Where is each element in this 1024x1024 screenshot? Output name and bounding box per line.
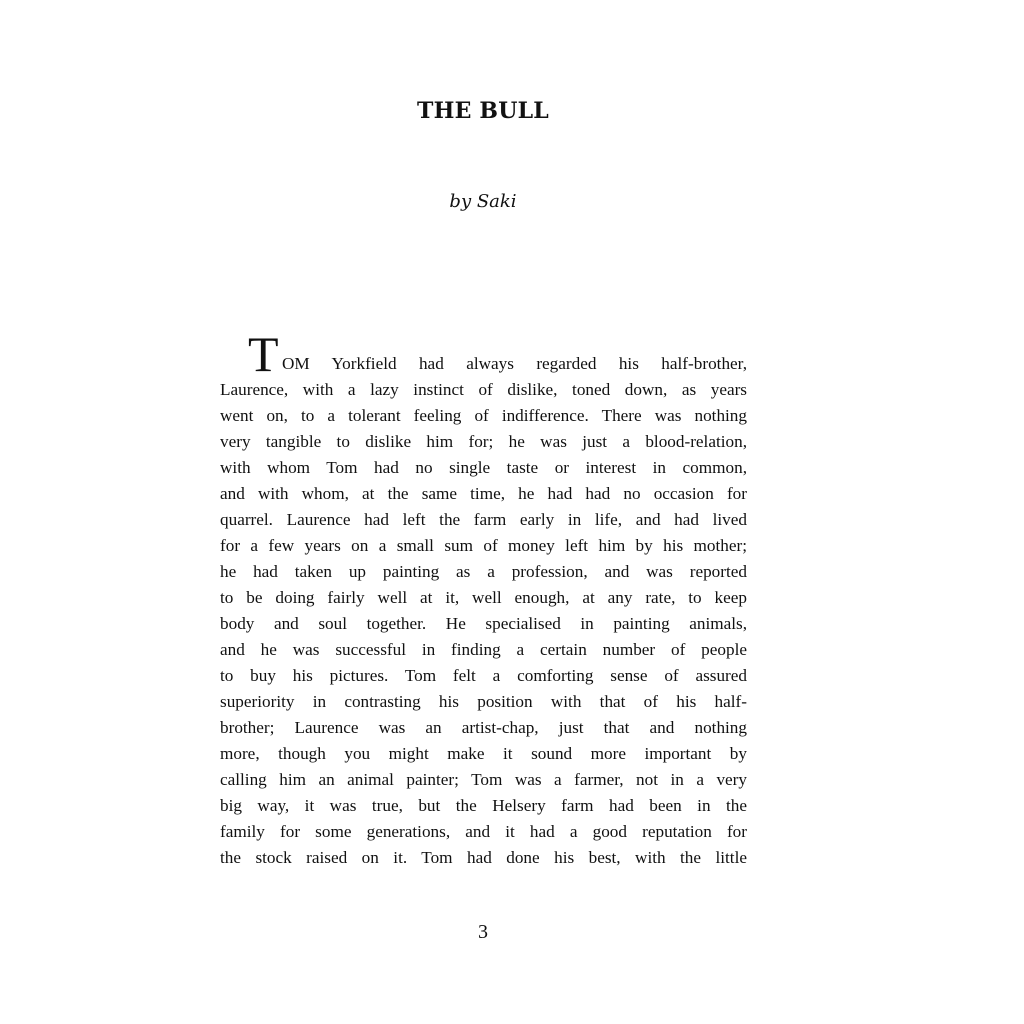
body-line: calling him an animal painter; Tom was a farmer, not in a very [220, 770, 747, 789]
body-line: for a few years on a small sum of money left him by his mother; [220, 536, 747, 555]
body-line: with whom Tom had no single taste or interest in common, [220, 458, 747, 477]
body-line: to buy his pictures. Tom felt a comforting sense of assured [220, 666, 747, 685]
first-line-text: OM Yorkfield had always regarded his half-brother, [282, 354, 747, 373]
body-line: body and soul together. He specialised in painting animals, [220, 614, 747, 633]
body-line: and with whom, at the same time, he had had no occasion for [220, 484, 747, 503]
body-line: big way, it was true, but the Helsery farm had been in the [220, 796, 747, 815]
body-line: quarrel. Laurence had left the farm early in life, and had lived [220, 510, 747, 529]
first-line [220, 326, 747, 382]
author-byline: by Saki [449, 191, 517, 212]
story-body [220, 326, 747, 871]
body-line: and he was successful in finding a certain number of people [220, 640, 747, 659]
body-line: more, though you might make it sound more important by [220, 744, 747, 763]
body-line: he had taken up painting as a profession, and was reported [220, 562, 747, 581]
page-number: 3 [478, 921, 488, 943]
body-line: the stock raised on it. Tom had done his best, with the little [220, 848, 747, 867]
body-line: brother; Laurence was an artist-chap, just that and nothing [220, 718, 747, 737]
body-line: family for some generations, and it had a good reputation for [220, 822, 747, 841]
body-line: very tangible to dislike him for; he was just a blood-relation, [220, 432, 747, 451]
body-line: went on, to a tolerant feeling of indifference. There was nothing [220, 406, 747, 425]
body-line: Laurence, with a lazy instinct of dislike, toned down, as years [220, 380, 747, 399]
body-line: superiority in contrasting his position with that of his half- [220, 692, 747, 711]
drop-cap: T [248, 326, 279, 382]
body-line: to be doing fairly well at it, well enough, at any rate, to keep [220, 588, 747, 607]
story-title: THE BULL [417, 98, 549, 124]
